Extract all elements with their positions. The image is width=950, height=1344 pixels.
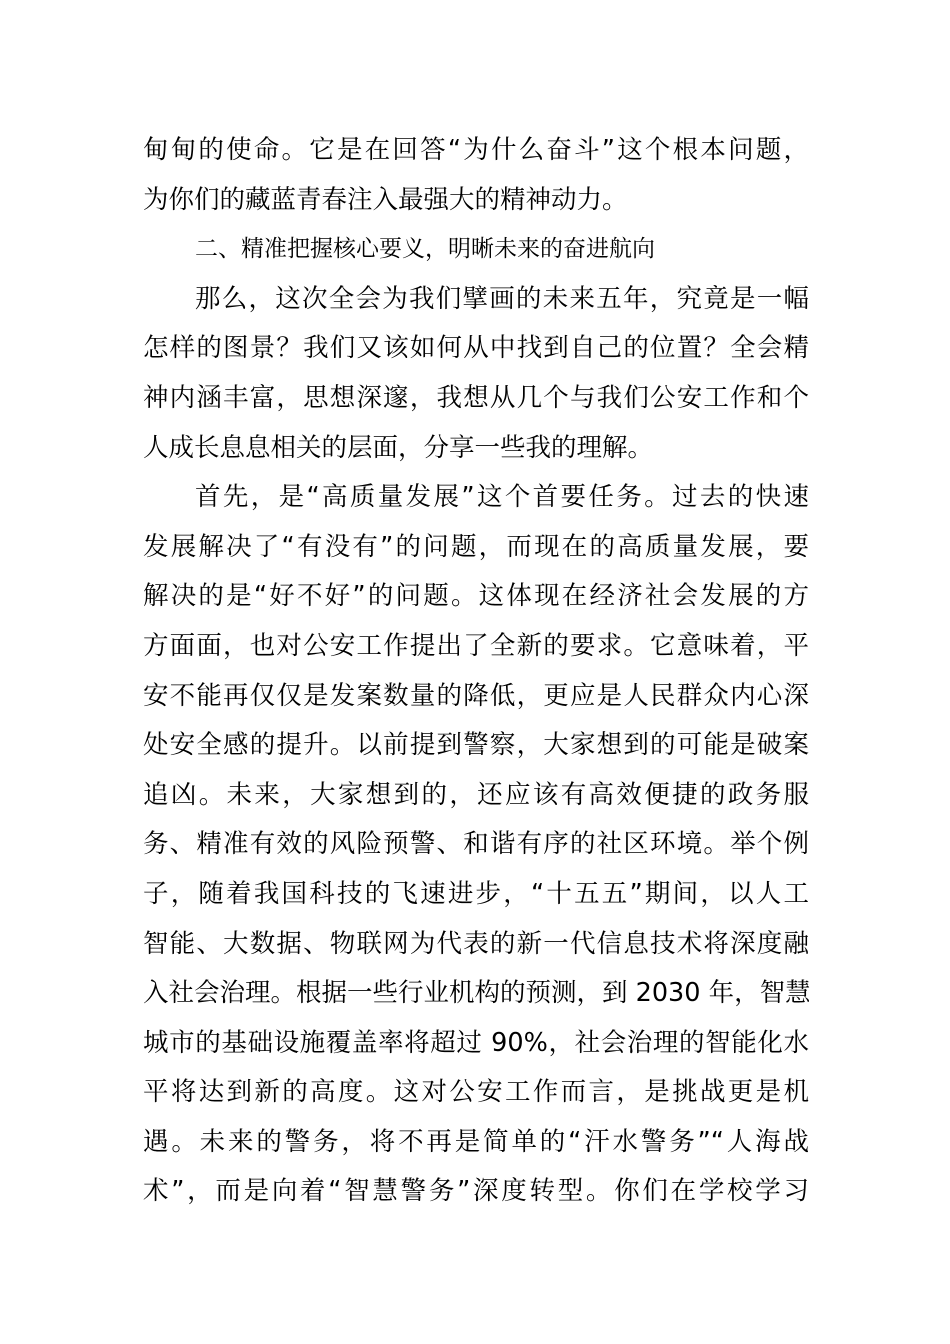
text-line: 城市的基础设施覆盖率将超过 90%，社会治理的智能化水: [143, 1027, 809, 1058]
document-page: [143, 126, 809, 1217]
text-line: 子，随着我国科技的飞速进步，“十五五”期间，以人工: [143, 878, 809, 909]
text-line: 甸甸的使命。它是在回答“为什么奋斗”这个根本问题，: [143, 135, 809, 165]
section-heading: 二、精准把握核心要义，明晰未来的奋进航向: [195, 236, 655, 263]
text-line: 为你们的藏蓝青春注入最强大的精神动力。: [143, 184, 628, 215]
paragraph-first-line: 那么，这次全会为我们擘画的未来五年，究竟是一幅: [195, 283, 809, 314]
text-line: 智能、大数据、物联网为代表的新一代信息技术将深度融: [143, 928, 809, 959]
text-line: 发展解决了“有没有”的问题，而现在的高质量发展，要: [143, 531, 809, 562]
text-line: 平将达到新的高度。这对公安工作而言，是挑战更是机: [143, 1077, 809, 1108]
text-line: 人成长息息相关的层面，分享一些我的理解。: [143, 432, 654, 463]
text-line: 安不能再仅仅是发案数量的降低，更应是人民群众内心深: [143, 680, 809, 711]
text-line: 怎样的图景？我们又该如何从中找到自己的位置？全会精: [143, 333, 809, 364]
text-line: 遇。未来的警务，将不再是简单的“汗水警务”“人海战: [143, 1126, 809, 1157]
text-line: 追凶。未来，大家想到的，还应该有高效便捷的政务服: [143, 779, 809, 810]
text-line: 神内涵丰富，思想深邃，我想从几个与我们公安工作和个: [143, 382, 809, 413]
text-line: 入社会治理。根据一些行业机构的预测，到 2030 年，智慧: [143, 978, 811, 1009]
text-line: 方面面，也对公安工作提出了全新的要求。它意味着，平: [143, 630, 809, 661]
text-line: 解决的是“好不好”的问题。这体现在经济社会发展的方: [143, 581, 809, 612]
text-line: 处安全感的提升。以前提到警察，大家想到的可能是破案: [143, 730, 809, 761]
text-line: 务、精准有效的风险预警、和谐有序的社区环境。举个例: [143, 829, 809, 860]
text-line: 术”，而是向着“智慧警务”深度转型。你们在学校学习: [143, 1176, 809, 1207]
paragraph-first-line: 首先，是“高质量发展”这个首要任务。过去的快速: [195, 482, 809, 513]
